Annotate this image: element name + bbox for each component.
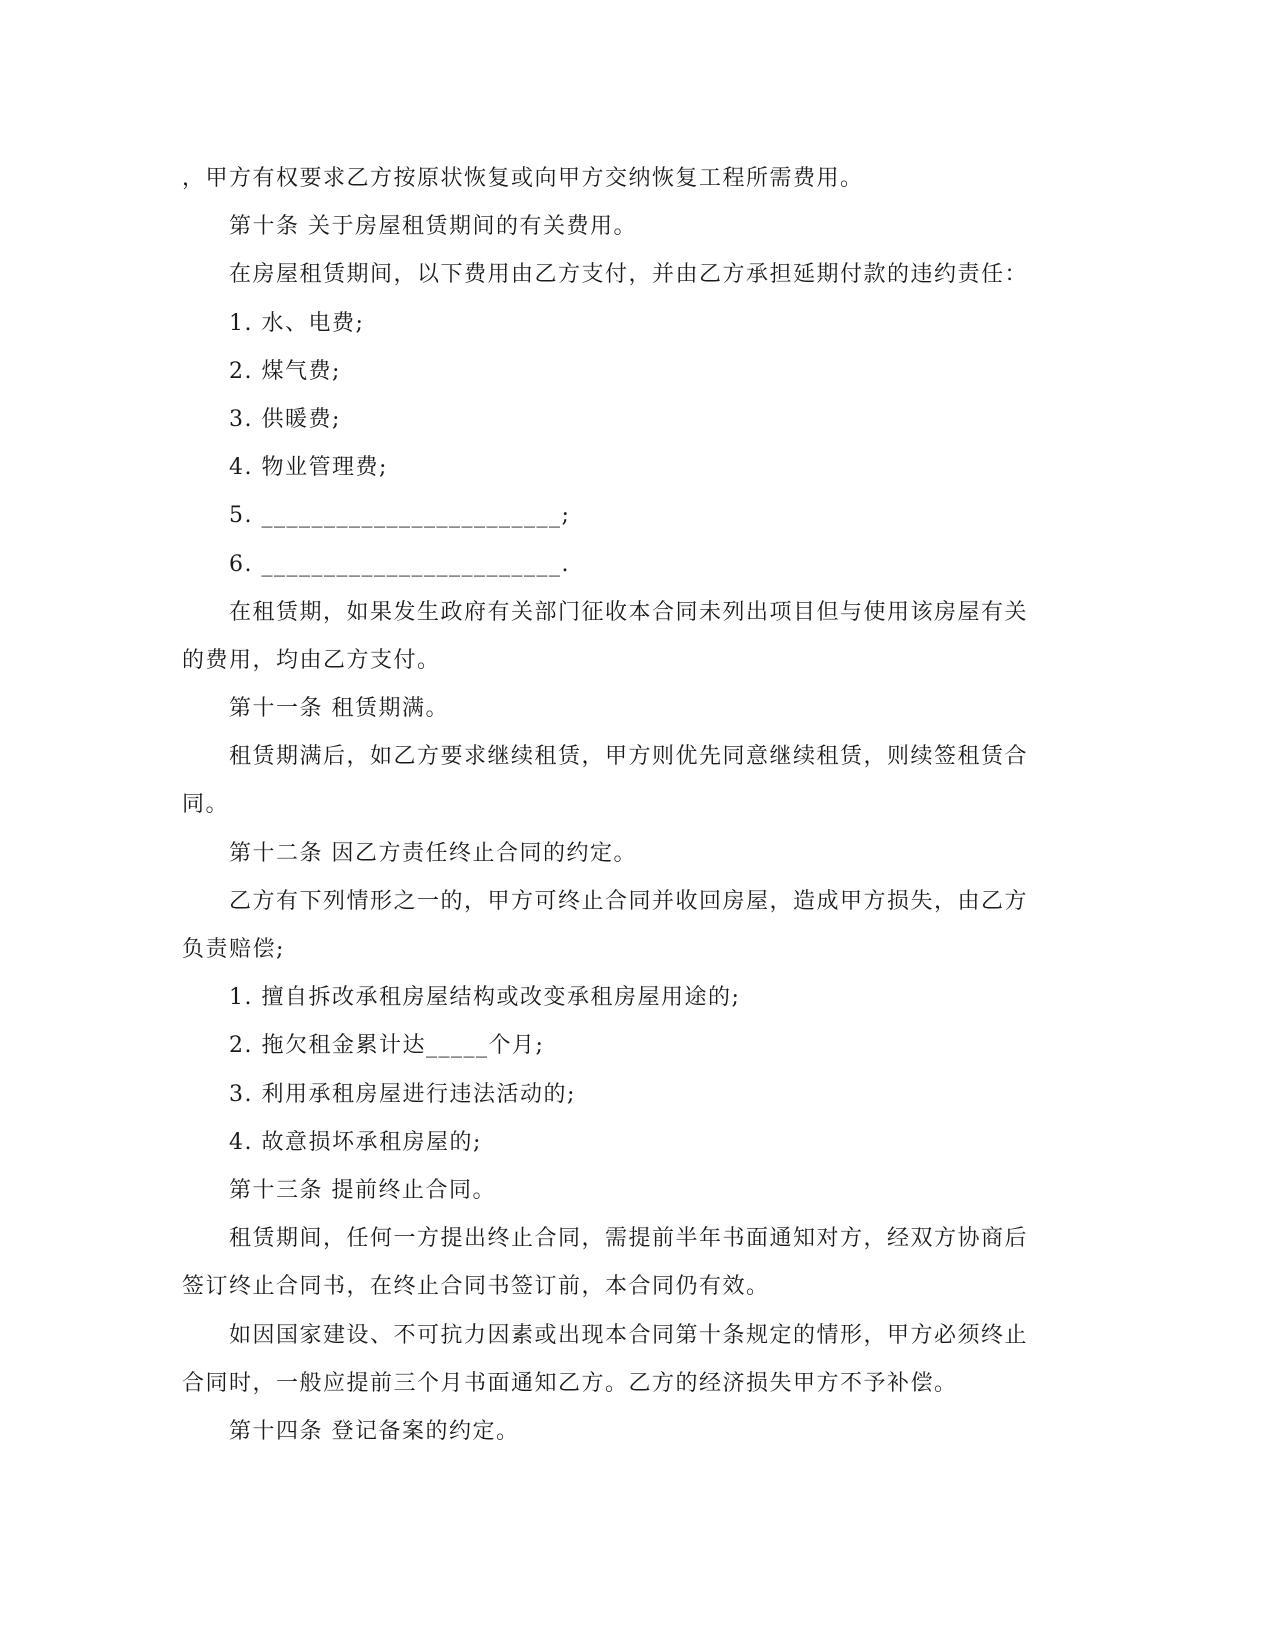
text-line: 4. 故意损坏承租房屋的; (229, 1129, 482, 1155)
text-line: 第十三条 提前终止合同。 (229, 1177, 496, 1203)
text-line: 5. ________________________; (229, 503, 571, 529)
text-line: 第十条 关于房屋租赁期间的有关费用。 (229, 214, 637, 240)
text-line: 租赁期间，任何一方提出终止合同，需提前半年书面通知对方，经双方协商后 (229, 1226, 1029, 1252)
text-line: 租赁期满后，如乙方要求继续租赁，甲方则优先同意继续租赁，则续签租赁合 (229, 744, 1029, 770)
text-line: 1. 擅自拆改承租房屋结构或改变承租房屋用途的; (229, 985, 741, 1011)
text-line: 2. 拖欠租金累计达_____个月; (229, 1033, 545, 1059)
text-line: 乙方有下列情形之一的，甲方可终止合同并收回房屋，造成甲方损失，由乙方 (229, 888, 1029, 914)
text-line: ，甲方有权要求乙方按原状恢复或向甲方交纳恢复工程所需费用。 (182, 166, 864, 191)
text-line: 的费用，均由乙方支付。 (182, 647, 441, 673)
text-line: 合同时，一般应提前三个月书面通知乙方。乙方的经济损失甲方不予补偿。 (182, 1370, 958, 1396)
text-line: 在租赁期，如果发生政府有关部门征收本合同未列出项目但与使用该房屋有关 (229, 599, 1029, 625)
text-line: 签订终止合同书，在终止合同书签订前，本合同仍有效。 (182, 1274, 770, 1300)
text-line: 第十四条 登记备案的约定。 (229, 1418, 520, 1444)
text-line: 1. 水、电费; (229, 310, 365, 336)
text-line: 第十一条 租赁期满。 (229, 696, 449, 722)
text-line: 2. 煤气费; (229, 358, 341, 384)
text-line: 同。 (182, 792, 230, 818)
text-line: 4. 物业管理费; (229, 455, 388, 481)
text-line: 在房屋租赁期间，以下费用由乙方支付，并由乙方承担延期付款的违约责任： (229, 262, 1029, 288)
text-line: 6. ________________________. (229, 551, 570, 577)
text-line: 3. 利用承租房屋进行违法活动的; (229, 1081, 576, 1107)
text-line: 3. 供暖费; (229, 406, 341, 432)
text-line: 第十二条 因乙方责任终止合同的约定。 (229, 840, 637, 866)
text-line: 负责赔偿; (182, 937, 285, 962)
document-body (182, 155, 1082, 1456)
text-line: 如因国家建设、不可抗力因素或出现本合同第十条规定的情形，甲方必须终止 (229, 1322, 1029, 1348)
